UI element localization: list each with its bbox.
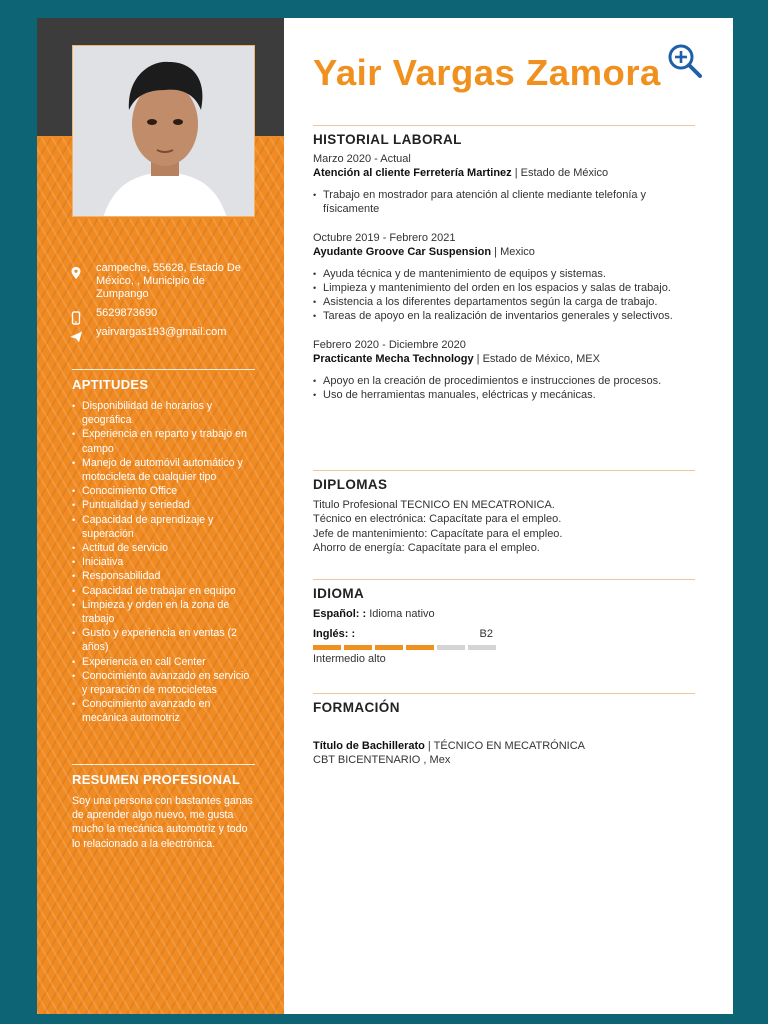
aptitude-item: • Capacidad de trabajar en equipo <box>72 584 255 598</box>
contact-email <box>67 326 257 339</box>
formacion-title: FORMACIÓN <box>313 700 400 715</box>
candidate-name: Yair Vargas Zamora <box>313 52 661 93</box>
job-role: Practicante Mecha Technology <box>313 353 474 365</box>
level-segment <box>313 645 341 650</box>
job-bullets <box>313 188 695 216</box>
sidebar <box>37 18 284 1014</box>
job-place: Estado de México <box>520 167 609 179</box>
level-segment <box>375 645 403 650</box>
send-icon <box>69 330 83 344</box>
location-pin-icon <box>69 266 83 280</box>
job-dates: Octubre 2019 - Febrero 2021 <box>313 232 456 244</box>
job-bullets <box>313 374 695 402</box>
job-bullet: • Ayuda técnica y de mantenimiento de equipos y sistemas. <box>313 267 695 281</box>
diploma-item: Titulo Profesional TECNICO EN MECATRONICA. <box>313 499 555 511</box>
job-dates: Marzo 2020 - Actual <box>313 153 411 165</box>
diplomas-section <box>313 470 695 556</box>
lang-spanish <box>313 607 695 621</box>
aptitude-item: • Conocimiento Office <box>72 484 255 498</box>
aptitudes-section <box>72 369 255 726</box>
address-text: campeche, 55628, Estado De México, , Municipio de Zumpango <box>96 262 241 300</box>
formacion-section <box>313 693 695 768</box>
aptitude-item: • Conocimiento avanzado en servicio y reparación de motocicletas <box>72 669 255 697</box>
degree-field: TÉCNICO EN MECATRÓNICA <box>433 740 585 752</box>
job-title-line: Practicante Mecha Technology | Estado de México, MEX <box>313 353 600 365</box>
diploma-item: Jefe de mantenimiento: Capacítate para el empleo. <box>313 527 563 540</box>
contact-phone <box>67 307 257 320</box>
aptitude-item: • Responsabilidad <box>72 569 255 583</box>
job-role: Atención al cliente Ferretería Martinez <box>313 167 512 179</box>
phone-text[interactable]: 5629873690 <box>96 307 158 319</box>
job-title-line: Ayudante Groove Car Suspension | Mexico <box>313 246 535 258</box>
aptitude-item: • Capacidad de aprendizaje y superación <box>72 513 255 541</box>
job-entry <box>313 338 695 402</box>
aptitude-item: • Experiencia en call Center <box>72 655 255 669</box>
divider <box>313 125 695 126</box>
job-dates: Febrero 2020 - Diciembre 2020 <box>313 339 466 351</box>
aptitude-item: • Conocimiento avanzado en mecánica automotriz <box>72 697 255 725</box>
contact-block <box>67 262 257 345</box>
level-segment <box>468 645 496 650</box>
school: CBT BICENTENARIO , Mex <box>313 754 451 767</box>
aptitude-item: • Actitud de servicio <box>72 541 255 555</box>
aptitudes-list <box>72 399 255 726</box>
job-place: Estado de México, MEX <box>482 353 600 365</box>
degree: Título de Bachillerato <box>313 740 425 752</box>
divider <box>313 470 695 471</box>
level-segment <box>406 645 434 650</box>
job-bullets <box>313 267 695 323</box>
job-bullet: • Apoyo en la creación de procedimientos e instrucciones de procesos. <box>313 374 695 388</box>
aptitude-item: • Disponibilidad de horarios y geográfica <box>72 399 255 427</box>
aptitude-item: • Iniciativa <box>72 555 255 569</box>
resumen-title: RESUMEN PROFESIONAL <box>72 764 255 787</box>
aptitude-item: • Experiencia en reparto y trabajo en campo <box>72 427 255 455</box>
resumen-text: Soy una persona con bastantes ganas de aprender algo nuevo, me gusta mucho la mecánica automotriz y todo lo relacionado a la electrónica. <box>72 795 253 850</box>
contact-address <box>67 262 257 301</box>
job-title-line: Atención al cliente Ferretería Martinez | Estado de México <box>313 167 609 179</box>
job-role: Ayudante Groove Car Suspension <box>313 246 492 258</box>
resume-page <box>37 18 733 1014</box>
aptitude-item: • Gusto y experiencia en ventas (2 años) <box>72 626 255 654</box>
idioma-title: IDIOMA <box>313 586 365 601</box>
lang-english <box>313 627 493 641</box>
historial-section <box>313 125 695 402</box>
job-bullet: • Asistencia a los diferentes departamentos según la carga de trabajo. <box>313 295 695 309</box>
profile-photo-image <box>73 46 255 217</box>
profile-photo <box>72 45 255 217</box>
english-level-bar <box>313 645 695 650</box>
aptitude-item: • Limpieza y orden en la zona de trabajo <box>72 598 255 626</box>
email-text[interactable]: yairvargas193@gmail.com <box>96 326 227 338</box>
english-level: Intermedio alto <box>313 652 386 665</box>
historial-title: HISTORIAL LABORAL <box>313 132 462 147</box>
job-entry <box>313 231 695 323</box>
job-bullet: • Tareas de apoyo en la realización de inventarios generales y selectivos. <box>313 309 695 323</box>
diplomas-title: DIPLOMAS <box>313 477 388 492</box>
diploma-item: Ahorro de energía: Capacítate para el empleo. <box>313 542 540 555</box>
spanish-label: Español: : <box>313 608 367 620</box>
idioma-section <box>313 579 695 666</box>
level-segment <box>344 645 372 650</box>
divider <box>313 579 695 580</box>
job-bullet: • Trabajo en mostrador para atención al cliente mediante telefonía y físicamente <box>313 188 695 216</box>
diploma-item: Técnico en electrónica: Capacítate para el empleo. <box>313 513 562 526</box>
english-label: Inglés: : <box>313 628 356 641</box>
job-bullet: • Uso de herramientas manuales, eléctricas y mecánicas. <box>313 388 695 402</box>
english-code: B2 <box>479 628 493 641</box>
spanish-level: Idioma nativo <box>369 608 435 620</box>
aptitude-item: • Manejo de automóvil automático y motocicleta de cualquier tipo <box>72 456 255 484</box>
level-segment <box>437 645 465 650</box>
job-bullet: • Limpieza y mantenimiento del orden en los espacios y salas de trabajo. <box>313 281 695 295</box>
zoom-in-icon[interactable] <box>666 42 704 80</box>
jobs-list <box>313 152 695 402</box>
job-place: Mexico <box>500 246 535 258</box>
aptitude-item: • Puntualidad y seriedad <box>72 498 255 512</box>
resumen-section <box>72 764 255 851</box>
job-entry <box>313 152 695 216</box>
diplomas-list <box>313 498 695 556</box>
phone-icon <box>69 311 83 325</box>
aptitudes-title: APTITUDES <box>72 369 255 392</box>
divider <box>313 693 695 694</box>
formacion-entry: Título de Bachillerato | TÉCNICO EN MECATRÓNICA <box>313 740 585 752</box>
